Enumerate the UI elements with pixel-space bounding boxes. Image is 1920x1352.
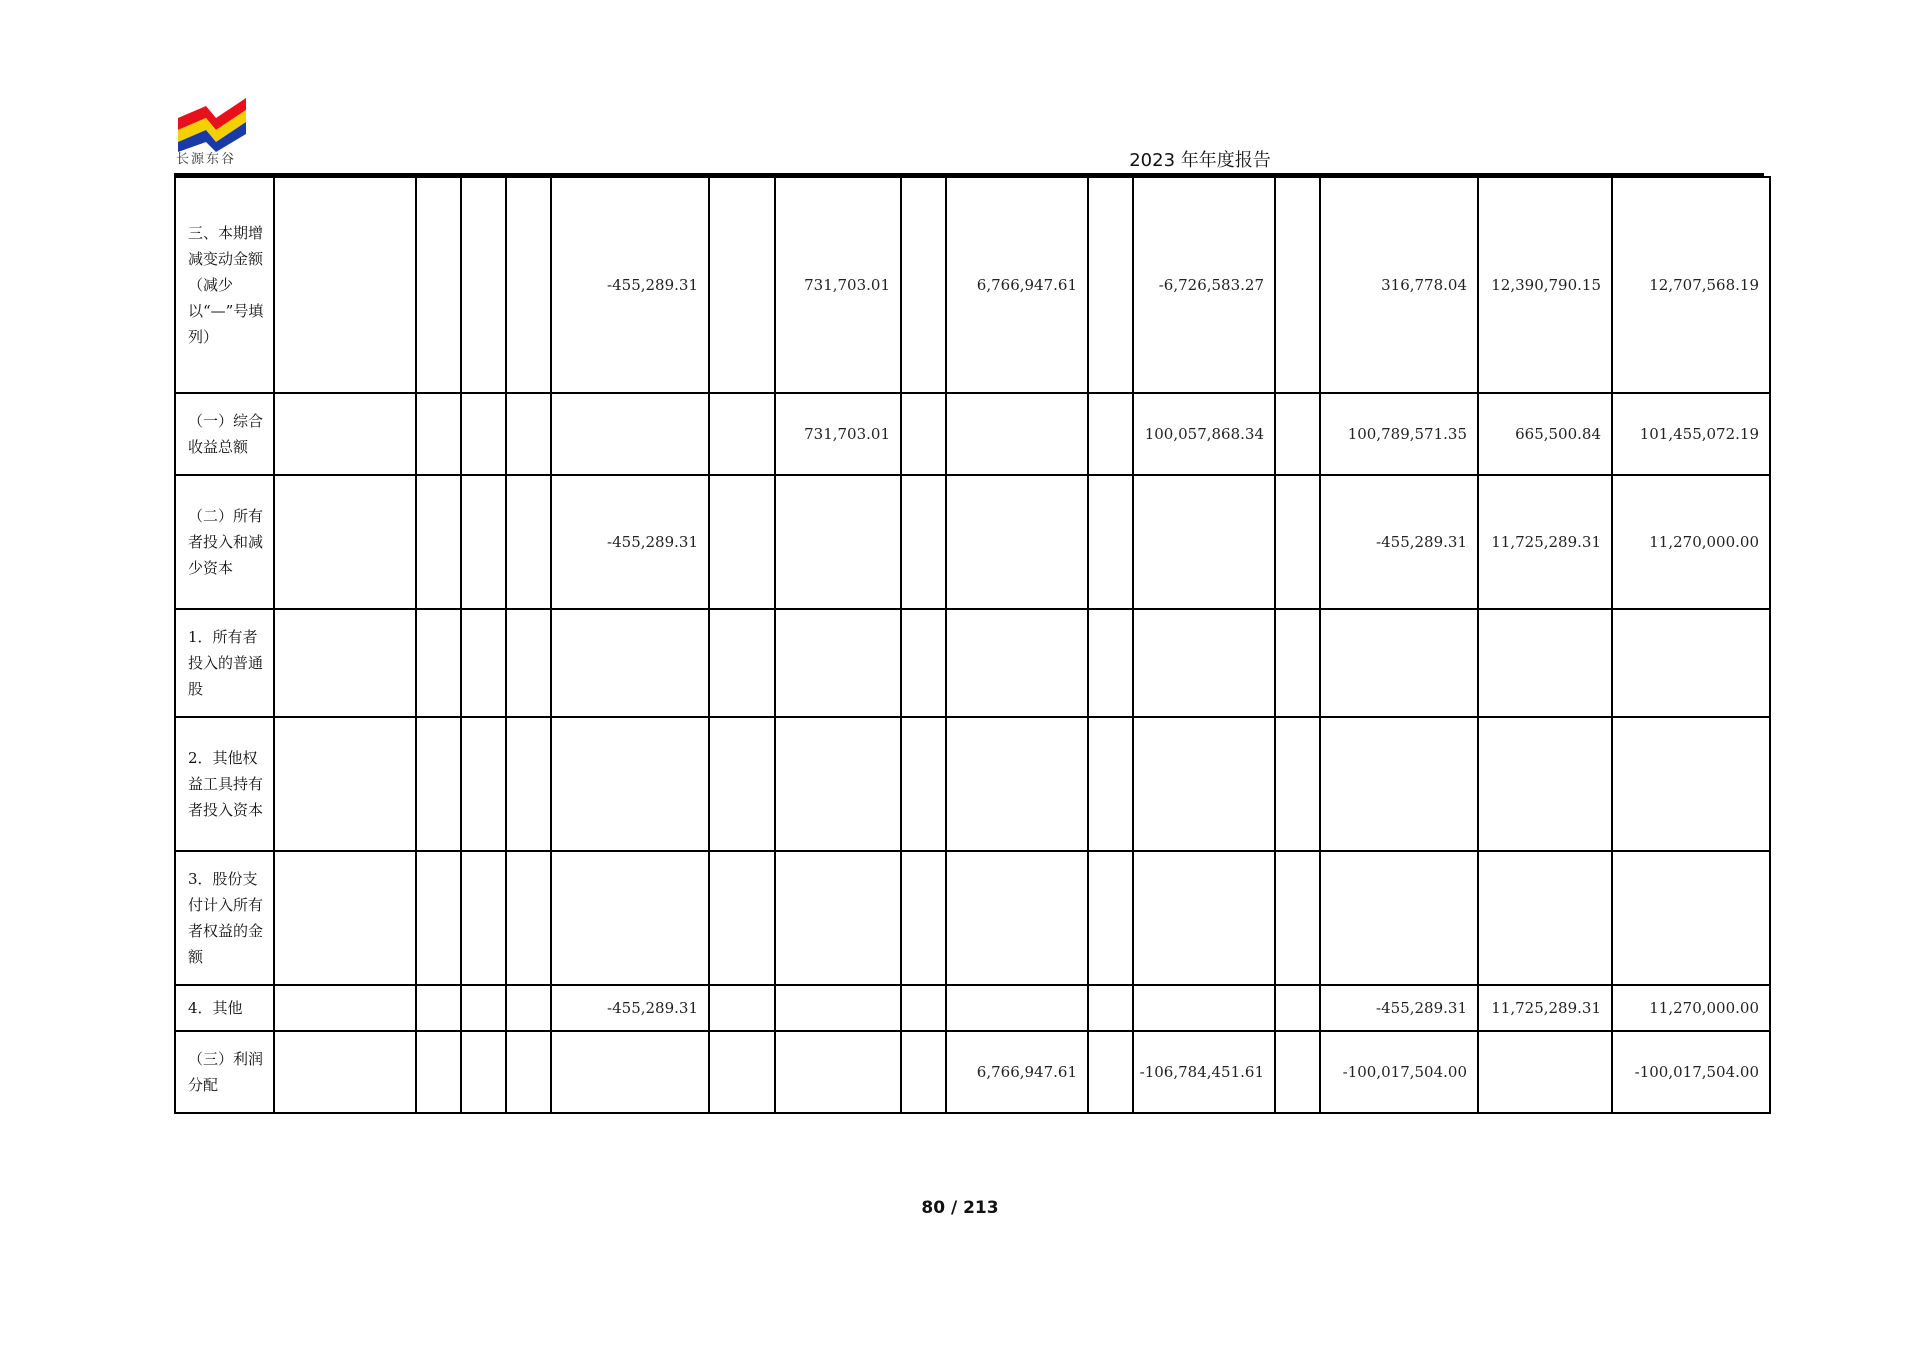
table-cell [1133,475,1275,609]
table-cell: 100,789,571.35 [1320,393,1478,475]
table-cell [416,475,461,609]
row-label: 2．其他权益工具持有者投入资本 [175,717,274,851]
table-row [175,851,1770,985]
table-cell [461,177,506,393]
table-cell [709,717,775,851]
table-cell [709,393,775,475]
table-cell [1088,985,1133,1031]
table-cell [416,393,461,475]
table-cell [274,717,416,851]
table-row [175,177,1770,393]
table-cell: 665,500.84 [1478,393,1612,475]
table-row [175,609,1770,717]
table-cell [506,609,551,717]
table-cell [901,851,946,985]
table-cell: 12,390,790.15 [1478,177,1612,393]
table-cell: -100,017,504.00 [1320,1031,1478,1113]
table-cell [506,177,551,393]
table-cell [946,609,1088,717]
table-cell [946,475,1088,609]
table-cell: -455,289.31 [551,177,709,393]
table-cell [1275,177,1320,393]
table-row [175,985,1770,1031]
table-cell [1133,717,1275,851]
row-label: 1．所有者投入的普通股 [175,609,274,717]
table-cell [274,851,416,985]
table-cell [709,851,775,985]
table-cell [506,1031,551,1113]
table-cell [1133,851,1275,985]
table-cell [775,851,901,985]
row-label: （三）利润分配 [175,1031,274,1113]
table-cell [461,1031,506,1113]
table-cell [551,851,709,985]
table-cell [775,609,901,717]
table-cell [1320,717,1478,851]
table-cell: -455,289.31 [1320,475,1478,609]
table-cell [551,393,709,475]
row-label: 三、本期增减变动金额（减少以“—”号填列） [175,177,274,393]
table-cell [274,393,416,475]
table-cell [551,609,709,717]
table-cell: 11,270,000.00 [1612,985,1770,1031]
table-cell [901,475,946,609]
table-cell [1133,985,1275,1031]
table-cell: 100,057,868.34 [1133,393,1275,475]
table-cell [946,851,1088,985]
equity-change-table [174,176,1771,1114]
table-cell [274,609,416,717]
row-label: （一）综合收益总额 [175,393,274,475]
table-cell [551,717,709,851]
table-cell [416,609,461,717]
table-cell [461,717,506,851]
table-cell [1275,609,1320,717]
table-cell [1275,851,1320,985]
table-cell [1088,717,1133,851]
table-cell [461,851,506,985]
table-cell [775,475,901,609]
table-cell: 6,766,947.61 [946,177,1088,393]
table-cell [709,475,775,609]
table-cell: -100,017,504.00 [1612,1031,1770,1113]
row-label: 4．其他 [175,985,274,1031]
table-cell [274,1031,416,1113]
table-cell [1320,609,1478,717]
table-cell: 101,455,072.19 [1612,393,1770,475]
table-cell [1612,717,1770,851]
page-number: 80 / 213 [921,1198,999,1218]
table-cell [1088,609,1133,717]
logo-stripes-icon [176,96,250,152]
table-cell [775,1031,901,1113]
table-row [175,393,1770,475]
table-cell [1275,985,1320,1031]
table-cell [1478,1031,1612,1113]
table-cell [274,475,416,609]
table-cell: 12,707,568.19 [1612,177,1770,393]
table-row [175,1031,1770,1113]
table-cell [901,609,946,717]
table-cell [506,985,551,1031]
table-cell: 316,778.04 [1320,177,1478,393]
table-cell [1088,177,1133,393]
table-cell [1275,717,1320,851]
table-cell: -6,726,583.27 [1133,177,1275,393]
table-cell [506,717,551,851]
table-cell: 11,725,289.31 [1478,475,1612,609]
table-cell [901,717,946,851]
table-cell: 11,270,000.00 [1612,475,1770,609]
table-cell [274,985,416,1031]
table-cell [461,609,506,717]
table-cell [416,851,461,985]
table-cell [946,393,1088,475]
table-cell [1478,609,1612,717]
table-cell [709,985,775,1031]
table-cell [461,475,506,609]
table-cell: 731,703.01 [775,393,901,475]
table-cell [709,609,775,717]
table-cell [416,177,461,393]
table-cell: -455,289.31 [551,985,709,1031]
table-cell: 11,725,289.31 [1478,985,1612,1031]
table-row [175,475,1770,609]
table-cell [901,393,946,475]
table-cell [946,717,1088,851]
table-cell [775,717,901,851]
table-cell [416,985,461,1031]
table-cell [901,985,946,1031]
table-cell [1088,393,1133,475]
table-cell [551,1031,709,1113]
table-cell [461,985,506,1031]
table-cell [775,985,901,1031]
table-cell: -455,289.31 [1320,985,1478,1031]
table-cell [274,177,416,393]
table-cell: -106,784,451.61 [1133,1031,1275,1113]
table-cell [901,1031,946,1113]
table-cell: 731,703.01 [775,177,901,393]
row-label: 3．股份支付计入所有者权益的金额 [175,851,274,985]
table-cell [1478,717,1612,851]
table-cell [709,1031,775,1113]
table-cell: 6,766,947.61 [946,1031,1088,1113]
table-cell [1088,1031,1133,1113]
table-cell [1275,393,1320,475]
row-label: （二）所有者投入和减少资本 [175,475,274,609]
table-cell [1612,851,1770,985]
table-cell [709,177,775,393]
table-cell [1275,475,1320,609]
table-cell [1133,609,1275,717]
logo-text: 长源东谷 [176,152,237,167]
table-cell [901,177,946,393]
table-cell [461,393,506,475]
table-cell [416,717,461,851]
table-cell [1320,851,1478,985]
table-row [175,717,1770,851]
table-cell: -455,289.31 [551,475,709,609]
table-cell [946,985,1088,1031]
table-cell [1088,851,1133,985]
table-cell [506,393,551,475]
table-cell [1612,609,1770,717]
table-cell [506,475,551,609]
table-cell [1275,1031,1320,1113]
report-title: 2023 年年度报告 [1129,150,1271,171]
table-cell [1478,851,1612,985]
table-cell [1088,475,1133,609]
table-cell [506,851,551,985]
table-cell [416,1031,461,1113]
